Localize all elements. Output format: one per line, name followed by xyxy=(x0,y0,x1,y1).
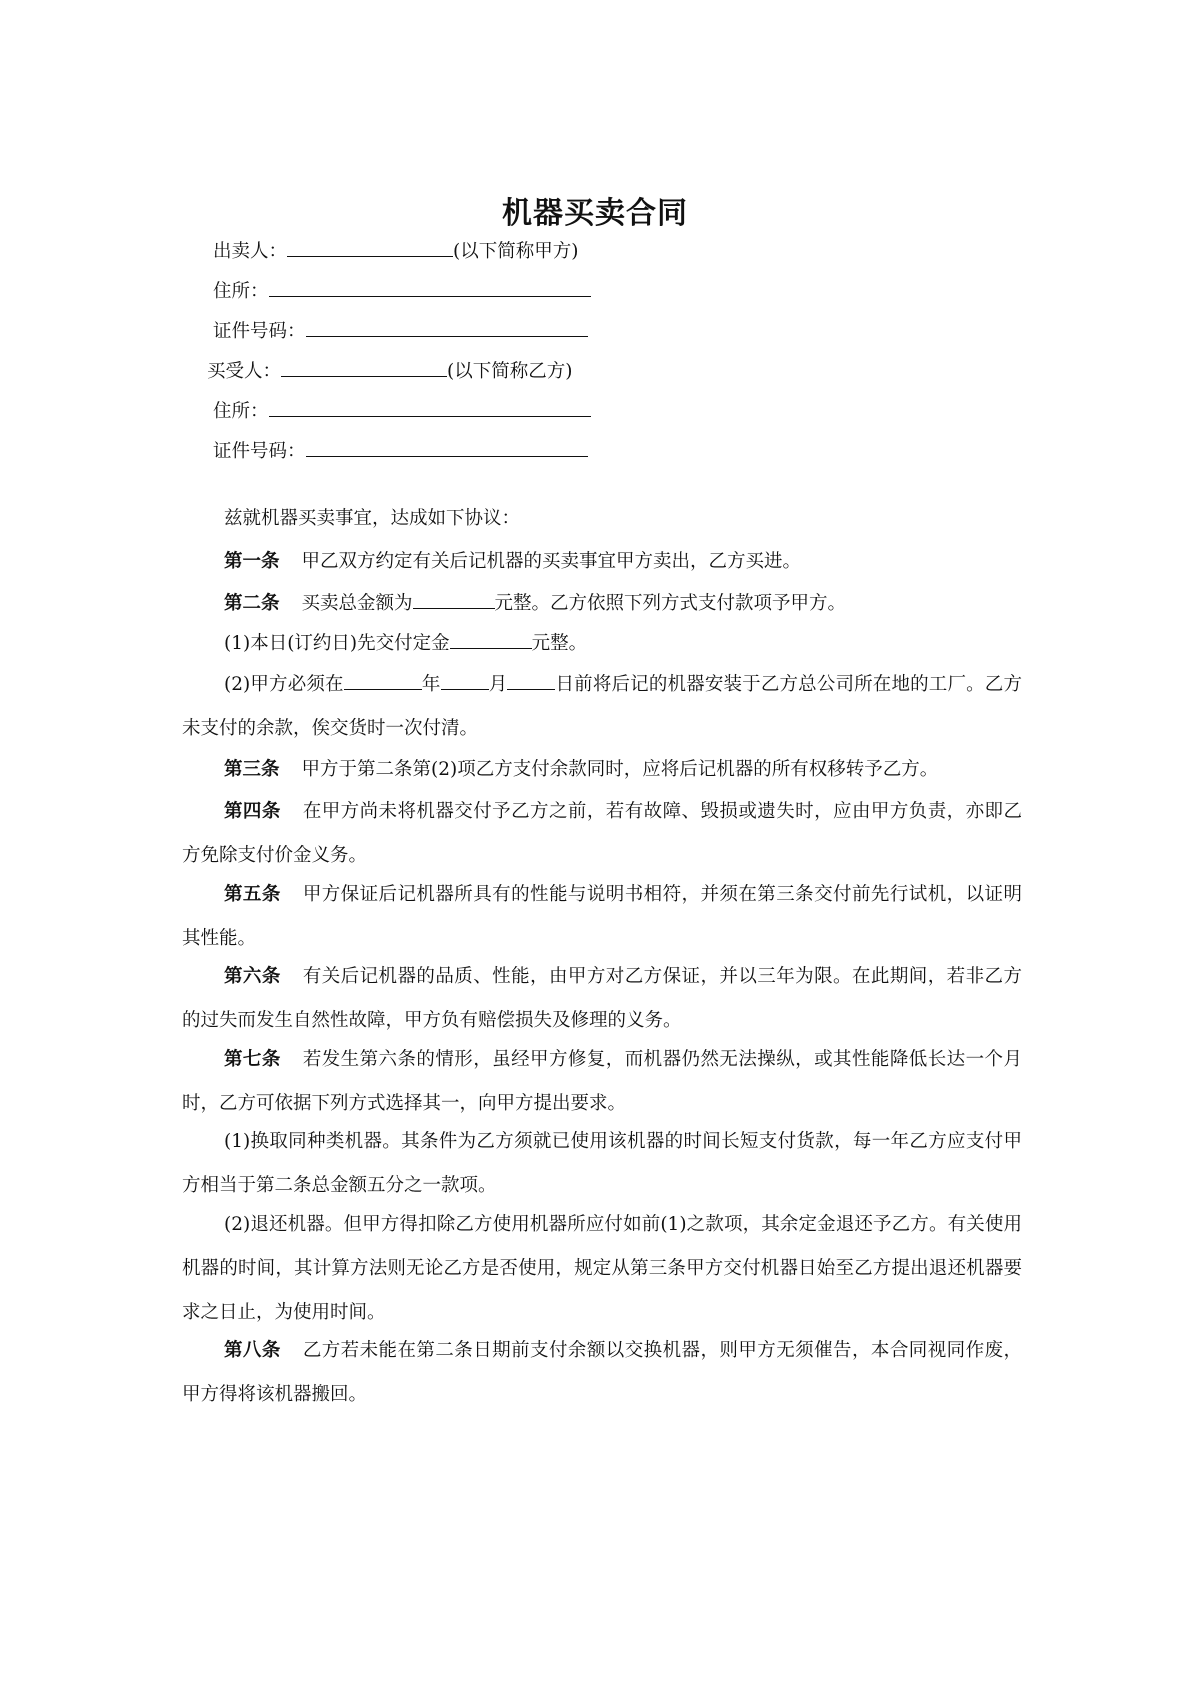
article-2-text-a: 买卖总金额为 xyxy=(301,593,413,614)
article-8-text: 乙方若未能在第二条日期前支付余额以交换机器，则甲方无须催告，本合同视同作废，甲方得将该机器搬回。 xyxy=(182,1340,1022,1405)
seller-id-line xyxy=(213,316,588,345)
day-blank[interactable] xyxy=(507,669,555,690)
article-1-text: 甲乙双方约定有关后记机器的买卖事宜甲方卖出，乙方买进。 xyxy=(301,551,802,572)
article-3-title: 第三条 xyxy=(224,759,280,780)
buyer-address-label: 住所： xyxy=(213,401,269,422)
intro-paragraph: 兹就机器买卖事宜，达成如下协议： xyxy=(224,508,521,529)
seller-id-blank[interactable] xyxy=(306,316,588,337)
deposit-blank[interactable] xyxy=(450,628,532,649)
article-6-title: 第六条 xyxy=(224,966,281,987)
article-7-text: 若发生第六条的情形，虽经甲方修复，而机器仍然无法操纵，或其性能降低长达一个月时，乙方可依据下列方式选择其一，向甲方提出要求。 xyxy=(182,1049,1022,1114)
item-2-month: 月 xyxy=(488,674,508,695)
buyer-id-blank[interactable] xyxy=(306,436,588,457)
document-title: 机器买卖合同 xyxy=(502,196,688,231)
seller-line xyxy=(213,236,578,265)
buyer-label: 买受人： xyxy=(207,361,282,382)
article-8 xyxy=(182,1329,1022,1417)
item-2-year: 年 xyxy=(421,674,441,695)
buyer-line xyxy=(207,356,572,385)
seller-label: 出卖人： xyxy=(213,241,288,262)
seller-address-label: 住所： xyxy=(213,281,269,302)
seller-address-blank[interactable] xyxy=(269,276,591,297)
article-2-text-b: 元整。乙方依照下列方式支付款项予甲方。 xyxy=(494,593,847,614)
buyer-name-blank[interactable] xyxy=(281,356,447,377)
article-1 xyxy=(182,540,1022,584)
article-2-title: 第二条 xyxy=(224,593,280,614)
item-2-text-b: 日前将后记的机器安装于乙方总公司所在地的工厂。乙方未支付的余款，俟交货时一次付清。 xyxy=(182,674,1022,739)
article-2-item-1 xyxy=(182,622,1022,666)
article-3 xyxy=(182,748,1022,792)
article-8-title: 第八条 xyxy=(224,1340,281,1361)
seller-suffix: (以下简称甲方) xyxy=(453,241,579,262)
article-4-text: 在甲方尚未将机器交付予乙方之前，若有故障、毁损或遗失时，应由甲方负责，亦即乙方免除支付价金义务。 xyxy=(182,801,1022,866)
article-6-text: 有关后记机器的品质、性能，由甲方对乙方保证，并以三年为限。在此期间，若非乙方的过失而发生自然性故障，甲方负有赔偿损失及修理的义务。 xyxy=(182,966,1022,1031)
buyer-id-line xyxy=(213,436,588,465)
article-5 xyxy=(182,873,1022,961)
total-amount-blank[interactable] xyxy=(413,588,495,609)
buyer-suffix: (以下简称乙方) xyxy=(447,361,573,382)
article-3-text: 甲方于第二条第(2)项乙方支付余款同时，应将后记机器的所有权移转予乙方。 xyxy=(301,759,939,780)
seller-address-line xyxy=(213,276,591,305)
month-blank[interactable] xyxy=(441,669,489,690)
item-2-text-a: (2)甲方必须在 xyxy=(224,674,344,695)
seller-name-blank[interactable] xyxy=(287,236,453,257)
article-7-item-1: (1)换取同种类机器。其条件为乙方须就已使用该机器的时间长短支付货款，每一年乙方应支付甲方相当于第二条总金额五分之一款项。 xyxy=(182,1131,1022,1196)
article-2-item-2 xyxy=(182,663,1022,751)
article-2 xyxy=(182,582,1022,626)
item-1-text-a: (1)本日(订约日)先交付定金 xyxy=(224,633,450,654)
item-1-text-b: 元整。 xyxy=(531,633,588,654)
year-blank[interactable] xyxy=(344,669,422,690)
article-5-text: 甲方保证后记机器所具有的性能与说明书相符，并须在第三条交付前先行试机，以证明其性能。 xyxy=(182,884,1022,949)
article-1-title: 第一条 xyxy=(224,551,280,572)
buyer-id-label: 证件号码： xyxy=(213,441,306,462)
article-7 xyxy=(182,1038,1022,1126)
article-7-item-2: (2)退还机器。但甲方得扣除乙方使用机器所应付如前(1)之款项，其余定金退还予乙方。有关使用机器的时间，其计算方法则无论乙方是否使用，规定从第三条甲方交付机器日始至乙方提出退还机器要求之日止，为使用时间。 xyxy=(182,1214,1022,1323)
article-4 xyxy=(182,790,1022,878)
article-5-title: 第五条 xyxy=(224,884,281,905)
article-4-title: 第四条 xyxy=(224,801,281,822)
buyer-address-line xyxy=(213,396,591,425)
article-6 xyxy=(182,955,1022,1043)
article-7-title: 第七条 xyxy=(224,1049,281,1070)
buyer-address-blank[interactable] xyxy=(269,396,591,417)
seller-id-label: 证件号码： xyxy=(213,321,306,342)
